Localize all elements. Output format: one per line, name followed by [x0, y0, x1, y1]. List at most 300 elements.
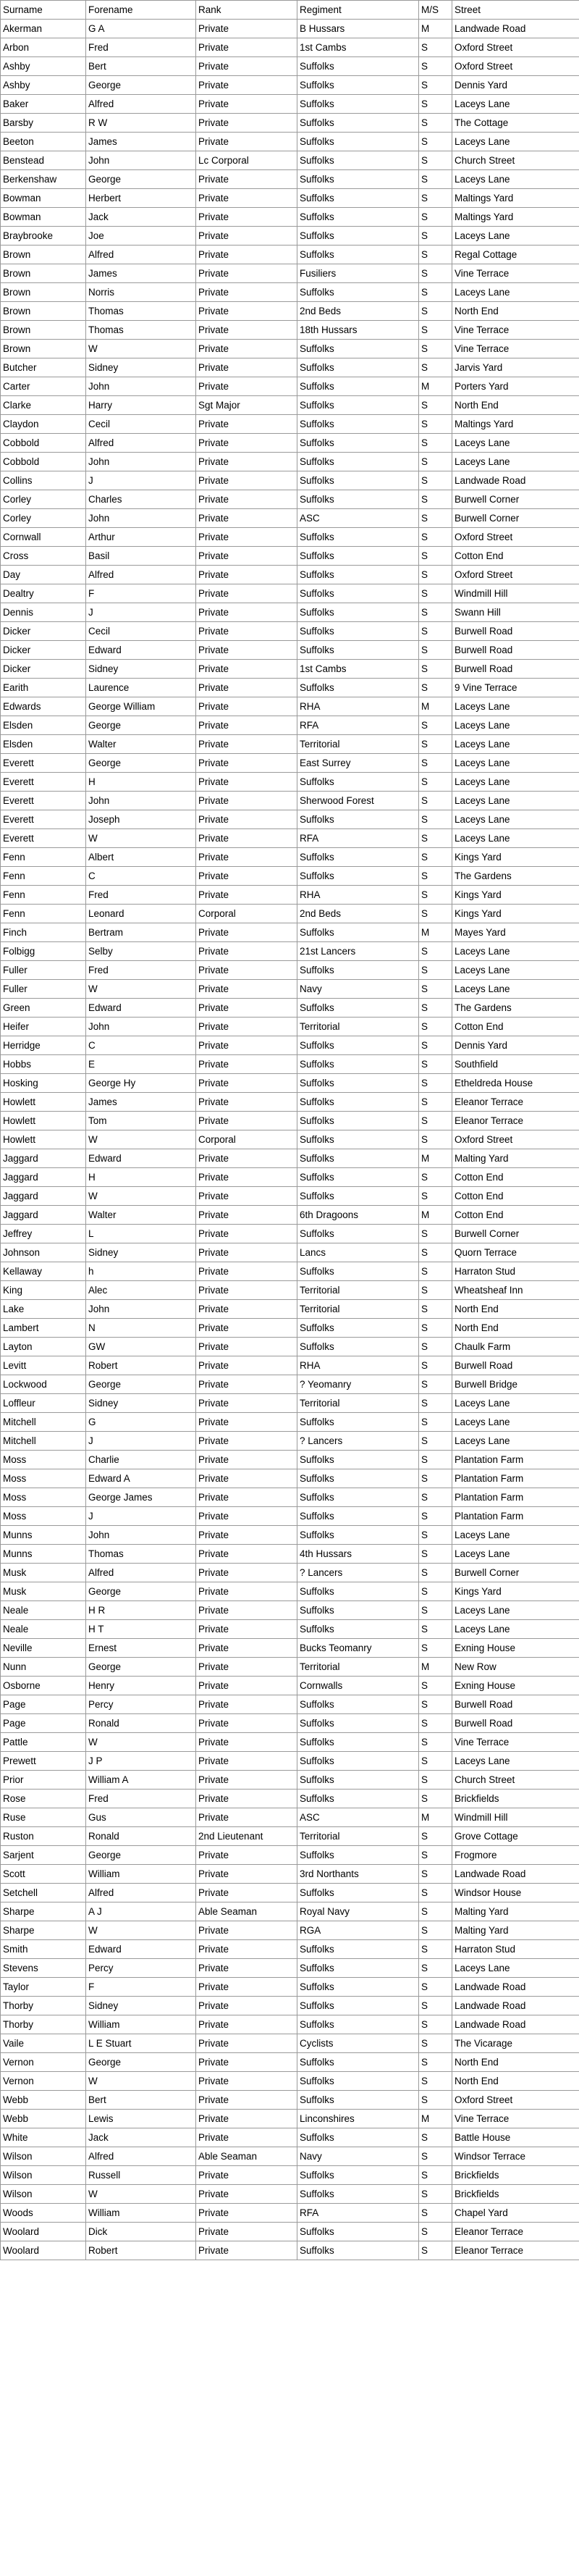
surname-cell[interactable]: Dicker — [1, 622, 86, 641]
regiment-cell[interactable]: Suffolks — [297, 1884, 419, 1902]
rank-cell[interactable]: Private — [196, 848, 297, 867]
rank-cell[interactable]: Private — [196, 114, 297, 133]
surname-cell[interactable]: Fenn — [1, 867, 86, 886]
forename-cell[interactable]: George — [86, 1658, 196, 1677]
rank-cell[interactable]: Private — [196, 208, 297, 227]
surname-cell[interactable]: Wilson — [1, 2166, 86, 2185]
marital-status-cell[interactable]: S — [419, 283, 452, 302]
regiment-cell[interactable]: Suffolks — [297, 1074, 419, 1093]
regiment-cell[interactable]: Suffolks — [297, 1112, 419, 1130]
street-cell[interactable]: Oxford Street — [452, 528, 579, 547]
regiment-cell[interactable]: RGA — [297, 1921, 419, 1940]
surname-cell[interactable]: Woolard — [1, 2223, 86, 2241]
rank-cell[interactable]: Private — [196, 867, 297, 886]
surname-cell[interactable]: White — [1, 2128, 86, 2147]
rank-cell[interactable]: Private — [196, 999, 297, 1018]
regiment-cell[interactable]: Navy — [297, 2147, 419, 2166]
marital-status-cell[interactable]: S — [419, 773, 452, 792]
forename-cell[interactable]: Ronald — [86, 1714, 196, 1733]
rank-cell[interactable]: Private — [196, 566, 297, 584]
regiment-cell[interactable]: Suffolks — [297, 358, 419, 377]
rank-cell[interactable]: Private — [196, 1281, 297, 1300]
marital-status-cell[interactable]: M — [419, 1658, 452, 1677]
rank-cell[interactable]: Private — [196, 453, 297, 471]
marital-status-cell[interactable]: S — [419, 1771, 452, 1790]
marital-status-cell[interactable]: S — [419, 1413, 452, 1432]
surname-cell[interactable]: Benstead — [1, 151, 86, 170]
surname-cell[interactable]: Clarke — [1, 396, 86, 415]
surname-cell[interactable]: Hobbs — [1, 1055, 86, 1074]
marital-status-cell[interactable]: S — [419, 340, 452, 358]
marital-status-cell[interactable]: S — [419, 961, 452, 980]
marital-status-cell[interactable]: S — [419, 1168, 452, 1187]
rank-cell[interactable]: Private — [196, 1921, 297, 1940]
surname-cell[interactable]: Butcher — [1, 358, 86, 377]
street-cell[interactable]: Laceys Lane — [452, 1432, 579, 1451]
surname-cell[interactable]: Musk — [1, 1564, 86, 1582]
regiment-cell[interactable]: Suffolks — [297, 679, 419, 697]
forename-cell[interactable]: A J — [86, 1902, 196, 1921]
surname-cell[interactable]: Claydon — [1, 415, 86, 434]
regiment-cell[interactable]: East Surrey — [297, 754, 419, 773]
surname-cell[interactable]: Brown — [1, 264, 86, 283]
rank-cell[interactable]: Private — [196, 603, 297, 622]
marital-status-cell[interactable]: S — [419, 415, 452, 434]
rank-cell[interactable]: Private — [196, 622, 297, 641]
marital-status-cell[interactable]: S — [419, 1243, 452, 1262]
forename-cell[interactable]: R W — [86, 114, 196, 133]
street-cell[interactable]: Burwell Corner — [452, 1225, 579, 1243]
street-cell[interactable]: Exning House — [452, 1639, 579, 1658]
regiment-cell[interactable]: ASC — [297, 1808, 419, 1827]
forename-cell[interactable]: Percy — [86, 1959, 196, 1978]
rank-cell[interactable]: Private — [196, 1997, 297, 2015]
marital-status-cell[interactable]: S — [419, 1639, 452, 1658]
street-cell[interactable]: Eleanor Terrace — [452, 2241, 579, 2260]
surname-cell[interactable]: Fuller — [1, 980, 86, 999]
street-cell[interactable]: Burwell Corner — [452, 509, 579, 528]
surname-cell[interactable]: Woods — [1, 2204, 86, 2223]
forename-cell[interactable]: Fred — [86, 961, 196, 980]
forename-cell[interactable]: George James — [86, 1488, 196, 1507]
rank-cell[interactable]: Private — [196, 189, 297, 208]
surname-cell[interactable]: Neville — [1, 1639, 86, 1658]
marital-status-cell[interactable]: S — [419, 1601, 452, 1620]
street-cell[interactable]: Landwade Road — [452, 2015, 579, 2034]
rank-cell[interactable]: Private — [196, 1940, 297, 1959]
forename-cell[interactable]: George — [86, 1582, 196, 1601]
street-cell[interactable]: Laceys Lane — [452, 1620, 579, 1639]
street-cell[interactable]: North End — [452, 1319, 579, 1338]
rank-cell[interactable]: Private — [196, 471, 297, 490]
street-cell[interactable]: Laceys Lane — [452, 170, 579, 189]
forename-cell[interactable]: George — [86, 754, 196, 773]
surname-cell[interactable]: Mitchell — [1, 1432, 86, 1451]
marital-status-cell[interactable]: S — [419, 1902, 452, 1921]
forename-cell[interactable]: Basil — [86, 547, 196, 566]
regiment-cell[interactable]: Suffolks — [297, 471, 419, 490]
regiment-cell[interactable]: ? Lancers — [297, 1564, 419, 1582]
forename-cell[interactable]: H — [86, 1168, 196, 1187]
street-cell[interactable]: Laceys Lane — [452, 1526, 579, 1545]
forename-cell[interactable]: Russell — [86, 2166, 196, 2185]
forename-cell[interactable]: Laurence — [86, 679, 196, 697]
marital-status-cell[interactable]: S — [419, 942, 452, 961]
marital-status-cell[interactable]: S — [419, 1074, 452, 1093]
forename-cell[interactable]: George — [86, 716, 196, 735]
regiment-cell[interactable]: Suffolks — [297, 434, 419, 453]
regiment-cell[interactable]: Suffolks — [297, 641, 419, 660]
rank-cell[interactable]: Private — [196, 1168, 297, 1187]
surname-cell[interactable]: Thorby — [1, 2015, 86, 2034]
regiment-cell[interactable]: Suffolks — [297, 246, 419, 264]
rank-cell[interactable]: Private — [196, 2128, 297, 2147]
forename-cell[interactable]: G — [86, 1413, 196, 1432]
forename-cell[interactable]: Cecil — [86, 415, 196, 434]
rank-cell[interactable]: Private — [196, 1432, 297, 1451]
marital-status-cell[interactable]: S — [419, 1338, 452, 1356]
surname-cell[interactable]: Howlett — [1, 1112, 86, 1130]
forename-cell[interactable]: Cecil — [86, 622, 196, 641]
surname-cell[interactable]: Jeffrey — [1, 1225, 86, 1243]
surname-cell[interactable]: Everett — [1, 829, 86, 848]
forename-cell[interactable]: John — [86, 1018, 196, 1036]
street-cell[interactable]: Landwade Road — [452, 1997, 579, 2015]
surname-cell[interactable]: Green — [1, 999, 86, 1018]
marital-status-cell[interactable]: S — [419, 453, 452, 471]
marital-status-cell[interactable]: S — [419, 38, 452, 57]
rank-cell[interactable]: Private — [196, 1752, 297, 1771]
regiment-cell[interactable]: Suffolks — [297, 1940, 419, 1959]
forename-cell[interactable]: Bert — [86, 57, 196, 76]
marital-status-cell[interactable]: S — [419, 1036, 452, 1055]
forename-cell[interactable]: Fred — [86, 1790, 196, 1808]
regiment-cell[interactable]: Suffolks — [297, 57, 419, 76]
forename-cell[interactable]: W — [86, 1733, 196, 1752]
forename-cell[interactable]: James — [86, 133, 196, 151]
street-cell[interactable]: Laceys Lane — [452, 1959, 579, 1978]
regiment-cell[interactable]: Suffolks — [297, 773, 419, 792]
rank-cell[interactable]: Private — [196, 1356, 297, 1375]
forename-cell[interactable]: John — [86, 1300, 196, 1319]
surname-cell[interactable]: Lockwood — [1, 1375, 86, 1394]
street-cell[interactable]: Laceys Lane — [452, 961, 579, 980]
marital-status-cell[interactable]: S — [419, 358, 452, 377]
regiment-cell[interactable]: Suffolks — [297, 1733, 419, 1752]
header-marital-status[interactable]: M/S — [419, 1, 452, 20]
surname-cell[interactable]: Mitchell — [1, 1413, 86, 1432]
street-cell[interactable]: Cotton End — [452, 1168, 579, 1187]
street-cell[interactable]: The Gardens — [452, 999, 579, 1018]
street-cell[interactable]: Kings Yard — [452, 1582, 579, 1601]
forename-cell[interactable]: Herbert — [86, 189, 196, 208]
rank-cell[interactable]: Private — [196, 170, 297, 189]
surname-cell[interactable]: Everett — [1, 810, 86, 829]
street-cell[interactable]: Kings Yard — [452, 886, 579, 905]
rank-cell[interactable]: Private — [196, 1846, 297, 1865]
marital-status-cell[interactable]: S — [419, 1507, 452, 1526]
marital-status-cell[interactable]: S — [419, 1940, 452, 1959]
rank-cell[interactable]: Private — [196, 415, 297, 434]
forename-cell[interactable]: John — [86, 453, 196, 471]
street-cell[interactable]: Burwell Corner — [452, 490, 579, 509]
forename-cell[interactable]: John — [86, 792, 196, 810]
regiment-cell[interactable]: Suffolks — [297, 1959, 419, 1978]
regiment-cell[interactable]: Suffolks — [297, 1319, 419, 1338]
street-cell[interactable]: Windmill Hill — [452, 1808, 579, 1827]
rank-cell[interactable]: Private — [196, 1582, 297, 1601]
surname-cell[interactable]: Brown — [1, 340, 86, 358]
regiment-cell[interactable]: Suffolks — [297, 1262, 419, 1281]
rank-cell[interactable]: Private — [196, 2034, 297, 2053]
rank-cell[interactable]: Private — [196, 1639, 297, 1658]
forename-cell[interactable]: Thomas — [86, 1545, 196, 1564]
marital-status-cell[interactable]: S — [419, 2128, 452, 2147]
street-cell[interactable]: Laceys Lane — [452, 735, 579, 754]
regiment-cell[interactable]: Suffolks — [297, 1187, 419, 1206]
street-cell[interactable]: Oxford Street — [452, 38, 579, 57]
street-cell[interactable]: Malting Yard — [452, 1902, 579, 1921]
regiment-cell[interactable]: 4th Hussars — [297, 1545, 419, 1564]
marital-status-cell[interactable]: S — [419, 1225, 452, 1243]
forename-cell[interactable]: G A — [86, 20, 196, 38]
surname-cell[interactable]: Page — [1, 1714, 86, 1733]
marital-status-cell[interactable]: S — [419, 1620, 452, 1639]
street-cell[interactable]: Chapel Yard — [452, 2204, 579, 2223]
street-cell[interactable]: Maltings Yard — [452, 189, 579, 208]
forename-cell[interactable]: Selby — [86, 942, 196, 961]
forename-cell[interactable]: Sidney — [86, 1394, 196, 1413]
forename-cell[interactable]: Fred — [86, 38, 196, 57]
rank-cell[interactable]: Private — [196, 57, 297, 76]
forename-cell[interactable]: C — [86, 867, 196, 886]
regiment-cell[interactable]: Suffolks — [297, 1149, 419, 1168]
surname-cell[interactable]: Cross — [1, 547, 86, 566]
rank-cell[interactable]: Private — [196, 227, 297, 246]
rank-cell[interactable]: Private — [196, 2110, 297, 2128]
forename-cell[interactable]: Fred — [86, 886, 196, 905]
marital-status-cell[interactable]: S — [419, 886, 452, 905]
street-cell[interactable]: Oxford Street — [452, 1130, 579, 1149]
regiment-cell[interactable]: 2nd Beds — [297, 302, 419, 321]
rank-cell[interactable]: Private — [196, 735, 297, 754]
forename-cell[interactable]: George — [86, 170, 196, 189]
regiment-cell[interactable]: Suffolks — [297, 2072, 419, 2091]
rank-cell[interactable]: Private — [196, 584, 297, 603]
regiment-cell[interactable]: Territorial — [297, 1394, 419, 1413]
marital-status-cell[interactable]: S — [419, 2204, 452, 2223]
marital-status-cell[interactable]: S — [419, 622, 452, 641]
surname-cell[interactable]: Moss — [1, 1451, 86, 1469]
forename-cell[interactable]: J — [86, 1507, 196, 1526]
marital-status-cell[interactable]: S — [419, 792, 452, 810]
regiment-cell[interactable]: Suffolks — [297, 584, 419, 603]
forename-cell[interactable]: Walter — [86, 735, 196, 754]
street-cell[interactable]: North End — [452, 1300, 579, 1319]
regiment-cell[interactable]: Territorial — [297, 1827, 419, 1846]
regiment-cell[interactable]: Suffolks — [297, 1413, 419, 1432]
rank-cell[interactable]: Private — [196, 264, 297, 283]
surname-cell[interactable]: Rose — [1, 1790, 86, 1808]
marital-status-cell[interactable]: S — [419, 2034, 452, 2053]
rank-cell[interactable]: Able Seaman — [196, 2147, 297, 2166]
forename-cell[interactable]: James — [86, 264, 196, 283]
rank-cell[interactable]: Private — [196, 1771, 297, 1790]
rank-cell[interactable]: Private — [196, 434, 297, 453]
regiment-cell[interactable]: Suffolks — [297, 283, 419, 302]
street-cell[interactable]: Oxford Street — [452, 2091, 579, 2110]
street-cell[interactable]: Burwell Road — [452, 622, 579, 641]
regiment-cell[interactable]: Suffolks — [297, 1036, 419, 1055]
rank-cell[interactable]: Private — [196, 1601, 297, 1620]
forename-cell[interactable]: W — [86, 1130, 196, 1149]
regiment-cell[interactable]: RFA — [297, 716, 419, 735]
forename-cell[interactable]: John — [86, 377, 196, 396]
marital-status-cell[interactable]: S — [419, 2223, 452, 2241]
marital-status-cell[interactable]: S — [419, 660, 452, 679]
surname-cell[interactable]: Dealtry — [1, 584, 86, 603]
surname-cell[interactable]: Akerman — [1, 20, 86, 38]
marital-status-cell[interactable]: S — [419, 1997, 452, 2015]
regiment-cell[interactable]: Suffolks — [297, 1055, 419, 1074]
rank-cell[interactable]: Private — [196, 1394, 297, 1413]
surname-cell[interactable]: Howlett — [1, 1130, 86, 1149]
surname-cell[interactable]: Corley — [1, 490, 86, 509]
street-cell[interactable]: Jarvis Yard — [452, 358, 579, 377]
street-cell[interactable]: Harraton Stud — [452, 1940, 579, 1959]
marital-status-cell[interactable]: S — [419, 1187, 452, 1206]
surname-cell[interactable]: Webb — [1, 2091, 86, 2110]
marital-status-cell[interactable]: S — [419, 227, 452, 246]
street-cell[interactable]: Vine Terrace — [452, 340, 579, 358]
regiment-cell[interactable]: Suffolks — [297, 2241, 419, 2260]
marital-status-cell[interactable]: S — [419, 2091, 452, 2110]
surname-cell[interactable]: Collins — [1, 471, 86, 490]
rank-cell[interactable]: Private — [196, 2241, 297, 2260]
surname-cell[interactable]: Lake — [1, 1300, 86, 1319]
surname-cell[interactable]: Pattle — [1, 1733, 86, 1752]
forename-cell[interactable]: Albert — [86, 848, 196, 867]
rank-cell[interactable]: Private — [196, 246, 297, 264]
surname-cell[interactable]: Cobbold — [1, 434, 86, 453]
surname-cell[interactable]: Scott — [1, 1865, 86, 1884]
rank-cell[interactable]: Private — [196, 1733, 297, 1752]
rank-cell[interactable]: Private — [196, 792, 297, 810]
header-rank[interactable]: Rank — [196, 1, 297, 20]
marital-status-cell[interactable]: S — [419, 679, 452, 697]
marital-status-cell[interactable]: M — [419, 1206, 452, 1225]
header-street[interactable]: Street — [452, 1, 579, 20]
surname-cell[interactable]: Prior — [1, 1771, 86, 1790]
regiment-cell[interactable]: Territorial — [297, 735, 419, 754]
marital-status-cell[interactable]: S — [419, 2166, 452, 2185]
forename-cell[interactable]: Thomas — [86, 302, 196, 321]
street-cell[interactable]: Exning House — [452, 1677, 579, 1695]
regiment-cell[interactable]: ? Yeomanry — [297, 1375, 419, 1394]
surname-cell[interactable]: Ashby — [1, 57, 86, 76]
street-cell[interactable]: Brickfields — [452, 2166, 579, 2185]
forename-cell[interactable]: Joe — [86, 227, 196, 246]
street-cell[interactable]: Laceys Lane — [452, 716, 579, 735]
surname-cell[interactable]: Heifer — [1, 1018, 86, 1036]
surname-cell[interactable]: Everett — [1, 754, 86, 773]
forename-cell[interactable]: Leonard — [86, 905, 196, 923]
forename-cell[interactable]: George — [86, 1375, 196, 1394]
regiment-cell[interactable]: ASC — [297, 509, 419, 528]
regiment-cell[interactable]: Suffolks — [297, 603, 419, 622]
marital-status-cell[interactable]: S — [419, 528, 452, 547]
street-cell[interactable]: Eleanor Terrace — [452, 1093, 579, 1112]
street-cell[interactable]: Laceys Lane — [452, 434, 579, 453]
street-cell[interactable]: Laceys Lane — [452, 1752, 579, 1771]
regiment-cell[interactable]: RFA — [297, 2204, 419, 2223]
rank-cell[interactable]: Private — [196, 2015, 297, 2034]
surname-cell[interactable]: Jaggard — [1, 1168, 86, 1187]
street-cell[interactable]: Vine Terrace — [452, 264, 579, 283]
street-cell[interactable]: Chaulk Farm — [452, 1338, 579, 1356]
forename-cell[interactable]: h — [86, 1262, 196, 1281]
surname-cell[interactable]: Sharpe — [1, 1921, 86, 1940]
regiment-cell[interactable]: Suffolks — [297, 1338, 419, 1356]
surname-cell[interactable]: Brown — [1, 283, 86, 302]
street-cell[interactable]: Brickfields — [452, 2185, 579, 2204]
street-cell[interactable]: Etheldreda House — [452, 1074, 579, 1093]
street-cell[interactable]: Kings Yard — [452, 905, 579, 923]
marital-status-cell[interactable]: S — [419, 1846, 452, 1865]
rank-cell[interactable]: Private — [196, 716, 297, 735]
rank-cell[interactable]: Private — [196, 1808, 297, 1827]
street-cell[interactable]: Plantation Farm — [452, 1469, 579, 1488]
rank-cell[interactable]: Private — [196, 1714, 297, 1733]
rank-cell[interactable]: Private — [196, 923, 297, 942]
forename-cell[interactable]: Gus — [86, 1808, 196, 1827]
forename-cell[interactable]: J — [86, 603, 196, 622]
regiment-cell[interactable]: 3rd Northants — [297, 1865, 419, 1884]
surname-cell[interactable]: Folbigg — [1, 942, 86, 961]
forename-cell[interactable]: Edward — [86, 999, 196, 1018]
surname-cell[interactable]: Loffleur — [1, 1394, 86, 1413]
street-cell[interactable]: Cotton End — [452, 1206, 579, 1225]
regiment-cell[interactable]: Cyclists — [297, 2034, 419, 2053]
marital-status-cell[interactable]: S — [419, 1790, 452, 1808]
regiment-cell[interactable]: Suffolks — [297, 867, 419, 886]
rank-cell[interactable]: Private — [196, 1658, 297, 1677]
marital-status-cell[interactable]: S — [419, 1469, 452, 1488]
rank-cell[interactable]: Private — [196, 1507, 297, 1526]
street-cell[interactable]: Malting Yard — [452, 1921, 579, 1940]
surname-cell[interactable]: Moss — [1, 1469, 86, 1488]
regiment-cell[interactable]: Fusiliers — [297, 264, 419, 283]
street-cell[interactable]: Laceys Lane — [452, 95, 579, 114]
regiment-cell[interactable]: Suffolks — [297, 1978, 419, 1997]
surname-cell[interactable]: Moss — [1, 1507, 86, 1526]
street-cell[interactable]: 9 Vine Terrace — [452, 679, 579, 697]
marital-status-cell[interactable]: S — [419, 566, 452, 584]
rank-cell[interactable]: Private — [196, 660, 297, 679]
forename-cell[interactable]: H R — [86, 1601, 196, 1620]
marital-status-cell[interactable]: M — [419, 923, 452, 942]
street-cell[interactable]: Laceys Lane — [452, 1394, 579, 1413]
forename-cell[interactable]: J P — [86, 1752, 196, 1771]
marital-status-cell[interactable]: S — [419, 2241, 452, 2260]
marital-status-cell[interactable]: S — [419, 1356, 452, 1375]
rank-cell[interactable]: Private — [196, 961, 297, 980]
regiment-cell[interactable]: Suffolks — [297, 2128, 419, 2147]
marital-status-cell[interactable]: S — [419, 2147, 452, 2166]
regiment-cell[interactable]: Suffolks — [297, 1620, 419, 1639]
street-cell[interactable]: Porters Yard — [452, 377, 579, 396]
street-cell[interactable]: Kings Yard — [452, 848, 579, 867]
